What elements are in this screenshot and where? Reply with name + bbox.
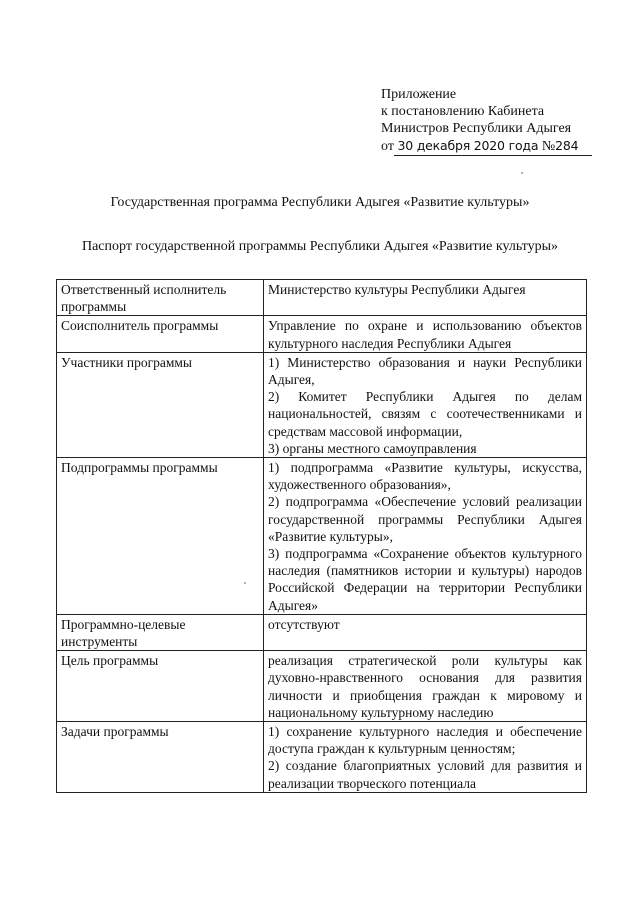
row-value-line: 2) подпрограмма «Обеспечение условий реализации государственной программы Республики Адыгея «Развитие культуры», xyxy=(268,494,582,544)
appendix-date: 30 декабря 2020 года xyxy=(397,138,539,153)
row-value xyxy=(264,651,587,722)
appendix-number-sign: № xyxy=(541,139,556,154)
row-value xyxy=(264,352,587,457)
scan-speck xyxy=(521,172,523,174)
row-value-line: 1) Министерство образования и науки Республики Адыгея, xyxy=(268,354,582,388)
table-row xyxy=(57,458,587,615)
appendix-number: 284 xyxy=(555,138,579,153)
row-label: Ответственный исполнитель программы xyxy=(57,280,264,316)
passport-title: Паспорт государственной программы Республики Адыгея «Развитие культуры» xyxy=(81,239,559,254)
appendix-line-2: к постановлению Кабинета xyxy=(381,104,545,119)
row-value-line: Управление по охране и использованию объектов культурного наследия Республики Адыгея xyxy=(268,318,582,351)
passport-table-body xyxy=(57,280,587,793)
row-value xyxy=(264,614,587,650)
row-value-line: реализация стратегической роли культуры как духовно-нравственного основания для развития личности и приобщения граждан к мировому и национальному культурному наследию xyxy=(268,653,582,720)
appendix-date-line xyxy=(381,137,592,156)
appendix-block xyxy=(381,86,592,156)
row-value xyxy=(264,280,587,316)
row-value-line: 3) подпрограмма «Сохранение объектов культурного наследия (памятников истории и культуры) народов Российской Федерации на территории Республики Адыгея» xyxy=(268,546,582,613)
row-value-line: Министерство культуры Республики Адыгея xyxy=(268,282,526,297)
row-label: Задачи программы xyxy=(57,722,264,793)
table-row xyxy=(57,651,587,722)
scan-speck xyxy=(244,582,246,584)
table-row xyxy=(57,614,587,650)
table-row xyxy=(57,352,587,457)
row-value-line: 3) органы местного самоуправления xyxy=(268,440,477,456)
row-value xyxy=(264,316,587,352)
appendix-line-3: Министров Республики Адыгея xyxy=(381,121,572,136)
row-value xyxy=(264,722,587,793)
row-value-line: 1) подпрограмма «Развитие культуры, искусства, художественного образования», xyxy=(268,460,582,493)
row-label: Соисполнитель программы xyxy=(57,316,264,352)
row-value-line: отсутствуют xyxy=(268,616,340,632)
row-label: Цель программы xyxy=(57,651,264,722)
table-row xyxy=(57,316,587,352)
row-value-line: 1) сохранение культурного наследия и обеспечение доступа граждан к культурным ценностям; xyxy=(268,724,582,757)
table-row xyxy=(57,280,587,316)
row-label: Программно-целевые инструменты xyxy=(57,614,264,650)
appendix-date-prefix: от xyxy=(381,139,394,154)
appendix-date-underline xyxy=(394,137,593,156)
program-title: Государственная программа Республики Адыгея «Развитие культуры» xyxy=(110,195,530,210)
table-row xyxy=(57,722,587,793)
appendix-line-1: Приложение xyxy=(381,87,457,102)
row-value-line: 2) создание благоприятных условий для развития и реализации творческого потенциала xyxy=(268,758,582,791)
row-value-line: 2) Комитет Республики Адыгея по делам национальностей, связям с соотечественниками и средствам массовой информации, xyxy=(268,389,582,439)
row-label: Подпрограммы программы xyxy=(57,458,264,615)
passport-table xyxy=(56,279,587,793)
row-label: Участники программы xyxy=(57,352,264,457)
row-value xyxy=(264,458,587,615)
